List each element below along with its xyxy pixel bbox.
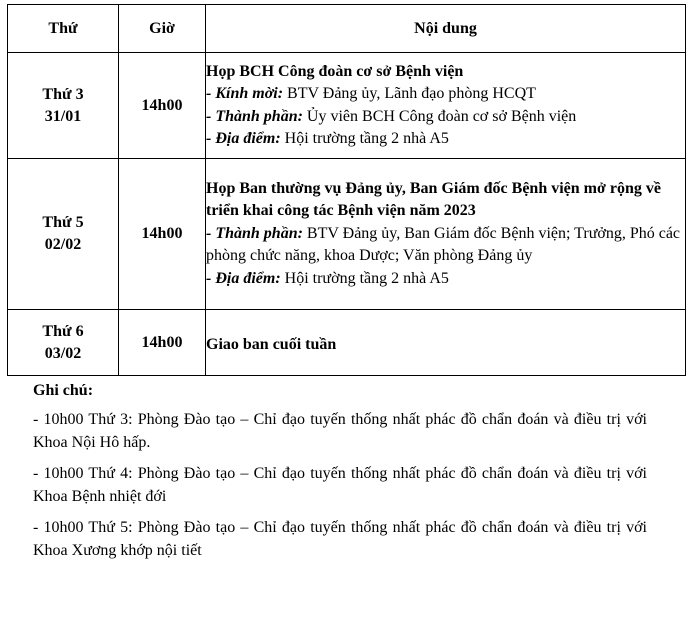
detail-label: - Thành phần: [206, 224, 303, 242]
day-date: 31/01 [44, 107, 82, 125]
table-row [8, 53, 686, 159]
time-cell: 14h00 [119, 159, 206, 310]
day-name: Thứ 3 [42, 85, 84, 103]
note-item: - 10h00 Thứ 5: Phòng Đào tạo – Chỉ đạo tuyến thống nhất phác đồ chẩn đoán và điều trị với Khoa Xương khớp nội tiết [33, 519, 647, 559]
table-row [8, 159, 686, 310]
detail-line [206, 106, 685, 129]
meeting-title: Giao ban cuối tuần [206, 336, 337, 354]
detail-line [206, 83, 685, 106]
detail-label: - Kính mời: [206, 85, 284, 102]
content-cell [206, 53, 686, 159]
day-name: Thứ 5 [42, 214, 84, 231]
header-day: Thứ [8, 5, 119, 53]
detail-label: - Địa điểm: [206, 130, 281, 147]
day-date: 03/02 [44, 344, 82, 362]
detail-line [206, 223, 685, 268]
detail-text: BTV Đảng ủy, Lãnh đạo phòng HCQT [283, 85, 536, 102]
notes-section [33, 379, 647, 570]
day-cell [8, 53, 119, 159]
day-date: 02/02 [44, 236, 82, 253]
day-name: Thứ 6 [42, 322, 84, 340]
meeting-title: Họp Ban thường vụ Đảng ủy, Ban Giám đốc Bệnh viện mở rộng về triển khai công tác Bệnh viện năm 2023 [206, 179, 661, 220]
detail-line [206, 128, 685, 151]
notes-title: Ghi chú: [33, 382, 94, 399]
header-content: Nội dung [206, 5, 686, 53]
detail-label: - Địa điểm: [206, 269, 281, 287]
detail-text: Hội trường tầng 2 nhà A5 [280, 130, 449, 147]
note-item: - 10h00 Thứ 4: Phòng Đào tạo – Chỉ đạo tuyến thống nhất phác đồ chẩn đoán và điều trị với Khoa Bệnh nhiệt đới [33, 465, 647, 505]
time-cell: 14h00 [119, 53, 206, 159]
day-cell [8, 310, 119, 376]
table-row [8, 310, 686, 376]
detail-text: Hội trường tầng 2 nhà A5 [280, 269, 449, 287]
table-header-row [8, 5, 686, 53]
content-cell [206, 159, 686, 310]
detail-line [206, 268, 685, 291]
header-time: Giờ [119, 5, 206, 53]
time-cell: 14h00 [119, 310, 206, 376]
detail-text: Ủy viên BCH Công đoàn cơ sở Bệnh viện [302, 107, 577, 125]
detail-text: BTV Đảng ủy, Ban Giám đốc Bệnh viện; Trưởng, Phó các phòng chức năng, khoa Dược; Văn phòng Đảng ủy [206, 224, 681, 265]
note-item: - 10h00 Thứ 3: Phòng Đào tạo – Chỉ đạo tuyến thống nhất phác đồ chẩn đoán và điều trị với Khoa Nội Hô hấp. [33, 411, 647, 451]
detail-label: - Thành phần: [206, 107, 303, 125]
day-cell [8, 159, 119, 310]
schedule-table [7, 4, 686, 376]
meeting-title: Họp BCH Công đoàn cơ sở Bệnh viện [206, 62, 464, 80]
content-cell [206, 310, 686, 376]
